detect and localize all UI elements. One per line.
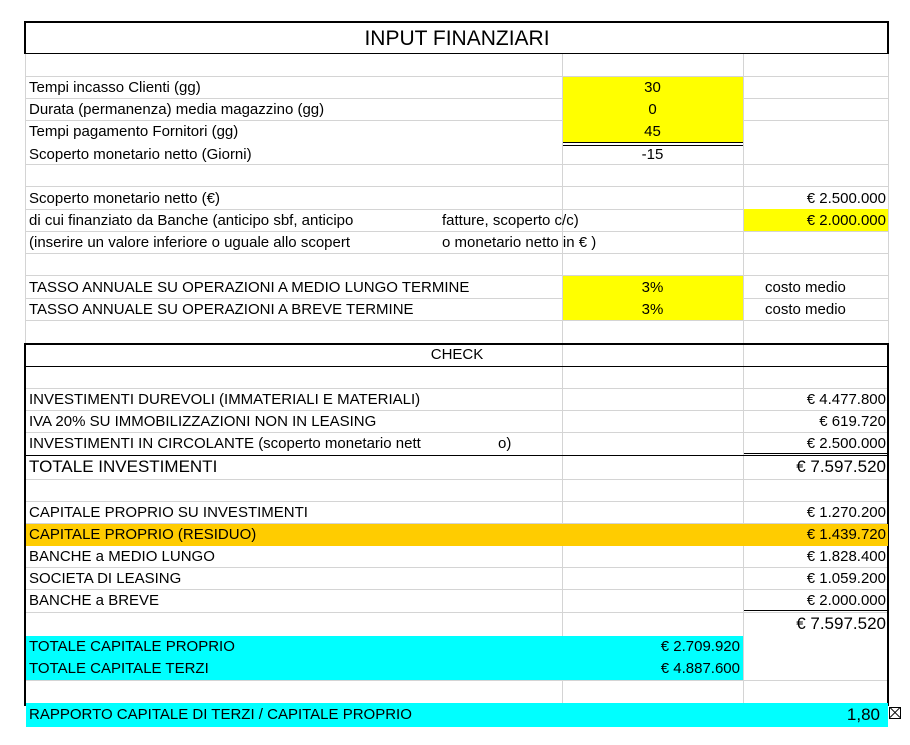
close-checkbox-icon[interactable]: [889, 707, 901, 719]
input-tasso-ml[interactable]: 3%: [641, 279, 664, 296]
label-iva: IVA 20% SU IMMOBILIZZAZIONI NON IN LEASING: [29, 413, 377, 430]
label-cap-proprio-inv: CAPITALE PROPRIO SU INVESTIMENTI: [29, 504, 308, 521]
value-scoperto-giorni: -15: [641, 146, 664, 163]
label-tempi-incasso: Tempi incasso Clienti (gg): [29, 79, 201, 96]
label-totale-proprio: TOTALE CAPITALE PROPRIO: [29, 638, 235, 655]
value-iva: € 619.720: [819, 413, 886, 430]
value-cap-proprio-inv: € 1.270.200: [806, 504, 886, 521]
label-inv-circolante-a: INVESTIMENTI IN CIRCOLANTE (scoperto monetario nett: [29, 435, 421, 452]
value-totale-terzi: € 4.887.600: [660, 660, 740, 677]
value-leasing: € 1.059.200: [806, 570, 886, 587]
label-finanziato-banche-b: fatture, scoperto c/c): [442, 212, 579, 229]
page-title: INPUT FINANZIARI: [364, 27, 550, 50]
input-tempi-incasso[interactable]: 30: [644, 79, 661, 96]
value-banche-ml: € 1.828.400: [806, 548, 886, 565]
value-scoperto-euro: € 2.500.000: [806, 190, 886, 207]
value-totale-investimenti: € 7.597.520: [796, 457, 886, 476]
note-tasso-ml: costo medio: [765, 279, 846, 296]
label-banche-breve: BANCHE a BREVE: [29, 592, 160, 609]
value-banche-breve: € 2.000.000: [806, 592, 886, 609]
label-finanziato-banche-a: di cui finanziato da Banche (anticipo sbf, anticipo: [29, 212, 354, 229]
input-durata-magazzino[interactable]: 0: [648, 101, 657, 118]
label-nota-b: o monetario netto in € ): [442, 234, 597, 251]
input-tempi-pagamento[interactable]: 45: [644, 123, 661, 140]
label-banche-ml: BANCHE a MEDIO LUNGO: [29, 548, 215, 565]
value-rapporto: 1,80: [846, 705, 880, 724]
label-tasso-ml: TASSO ANNUALE SU OPERAZIONI A MEDIO LUNGO TERMINE: [29, 279, 470, 296]
label-rapporto: RAPPORTO CAPITALE DI TERZI / CAPITALE PROPRIO: [29, 706, 412, 723]
note-tasso-breve: costo medio: [765, 301, 846, 318]
input-tasso-breve[interactable]: 3%: [641, 301, 664, 318]
value-totale-fonti: € 7.597.520: [796, 614, 886, 633]
label-leasing: SOCIETA DI LEASING: [29, 570, 182, 587]
value-inv-durevoli: € 4.477.800: [806, 391, 886, 408]
label-inv-durevoli: INVESTIMENTI DUREVOLI (IMMATERIALI E MATERIALI): [29, 391, 421, 408]
label-cap-proprio-residuo: CAPITALE PROPRIO (RESIDUO): [29, 526, 257, 543]
label-scoperto-giorni: Scoperto monetario netto (Giorni): [29, 146, 252, 163]
label-tempi-pagamento: Tempi pagamento Fornitori (gg): [29, 123, 239, 140]
check-header: CHECK: [430, 346, 484, 363]
label-scoperto-euro: Scoperto monetario netto (€): [29, 190, 220, 207]
label-totale-investimenti: TOTALE INVESTIMENTI: [29, 457, 218, 476]
label-durata-magazzino: Durata (permanenza) media magazzino (gg): [29, 101, 325, 118]
input-finanziato-banche[interactable]: € 2.000.000: [806, 212, 886, 229]
label-nota-a: (inserire un valore inferiore o uguale allo scopert: [29, 234, 351, 251]
label-tasso-breve: TASSO ANNUALE SU OPERAZIONI A BREVE TERMINE: [29, 301, 414, 318]
value-cap-proprio-residuo: € 1.439.720: [806, 526, 886, 543]
label-totale-terzi: TOTALE CAPITALE TERZI: [29, 660, 209, 677]
value-inv-circolante: € 2.500.000: [806, 435, 886, 452]
value-totale-proprio: € 2.709.920: [660, 638, 740, 655]
label-inv-circolante-b: o): [498, 435, 512, 452]
